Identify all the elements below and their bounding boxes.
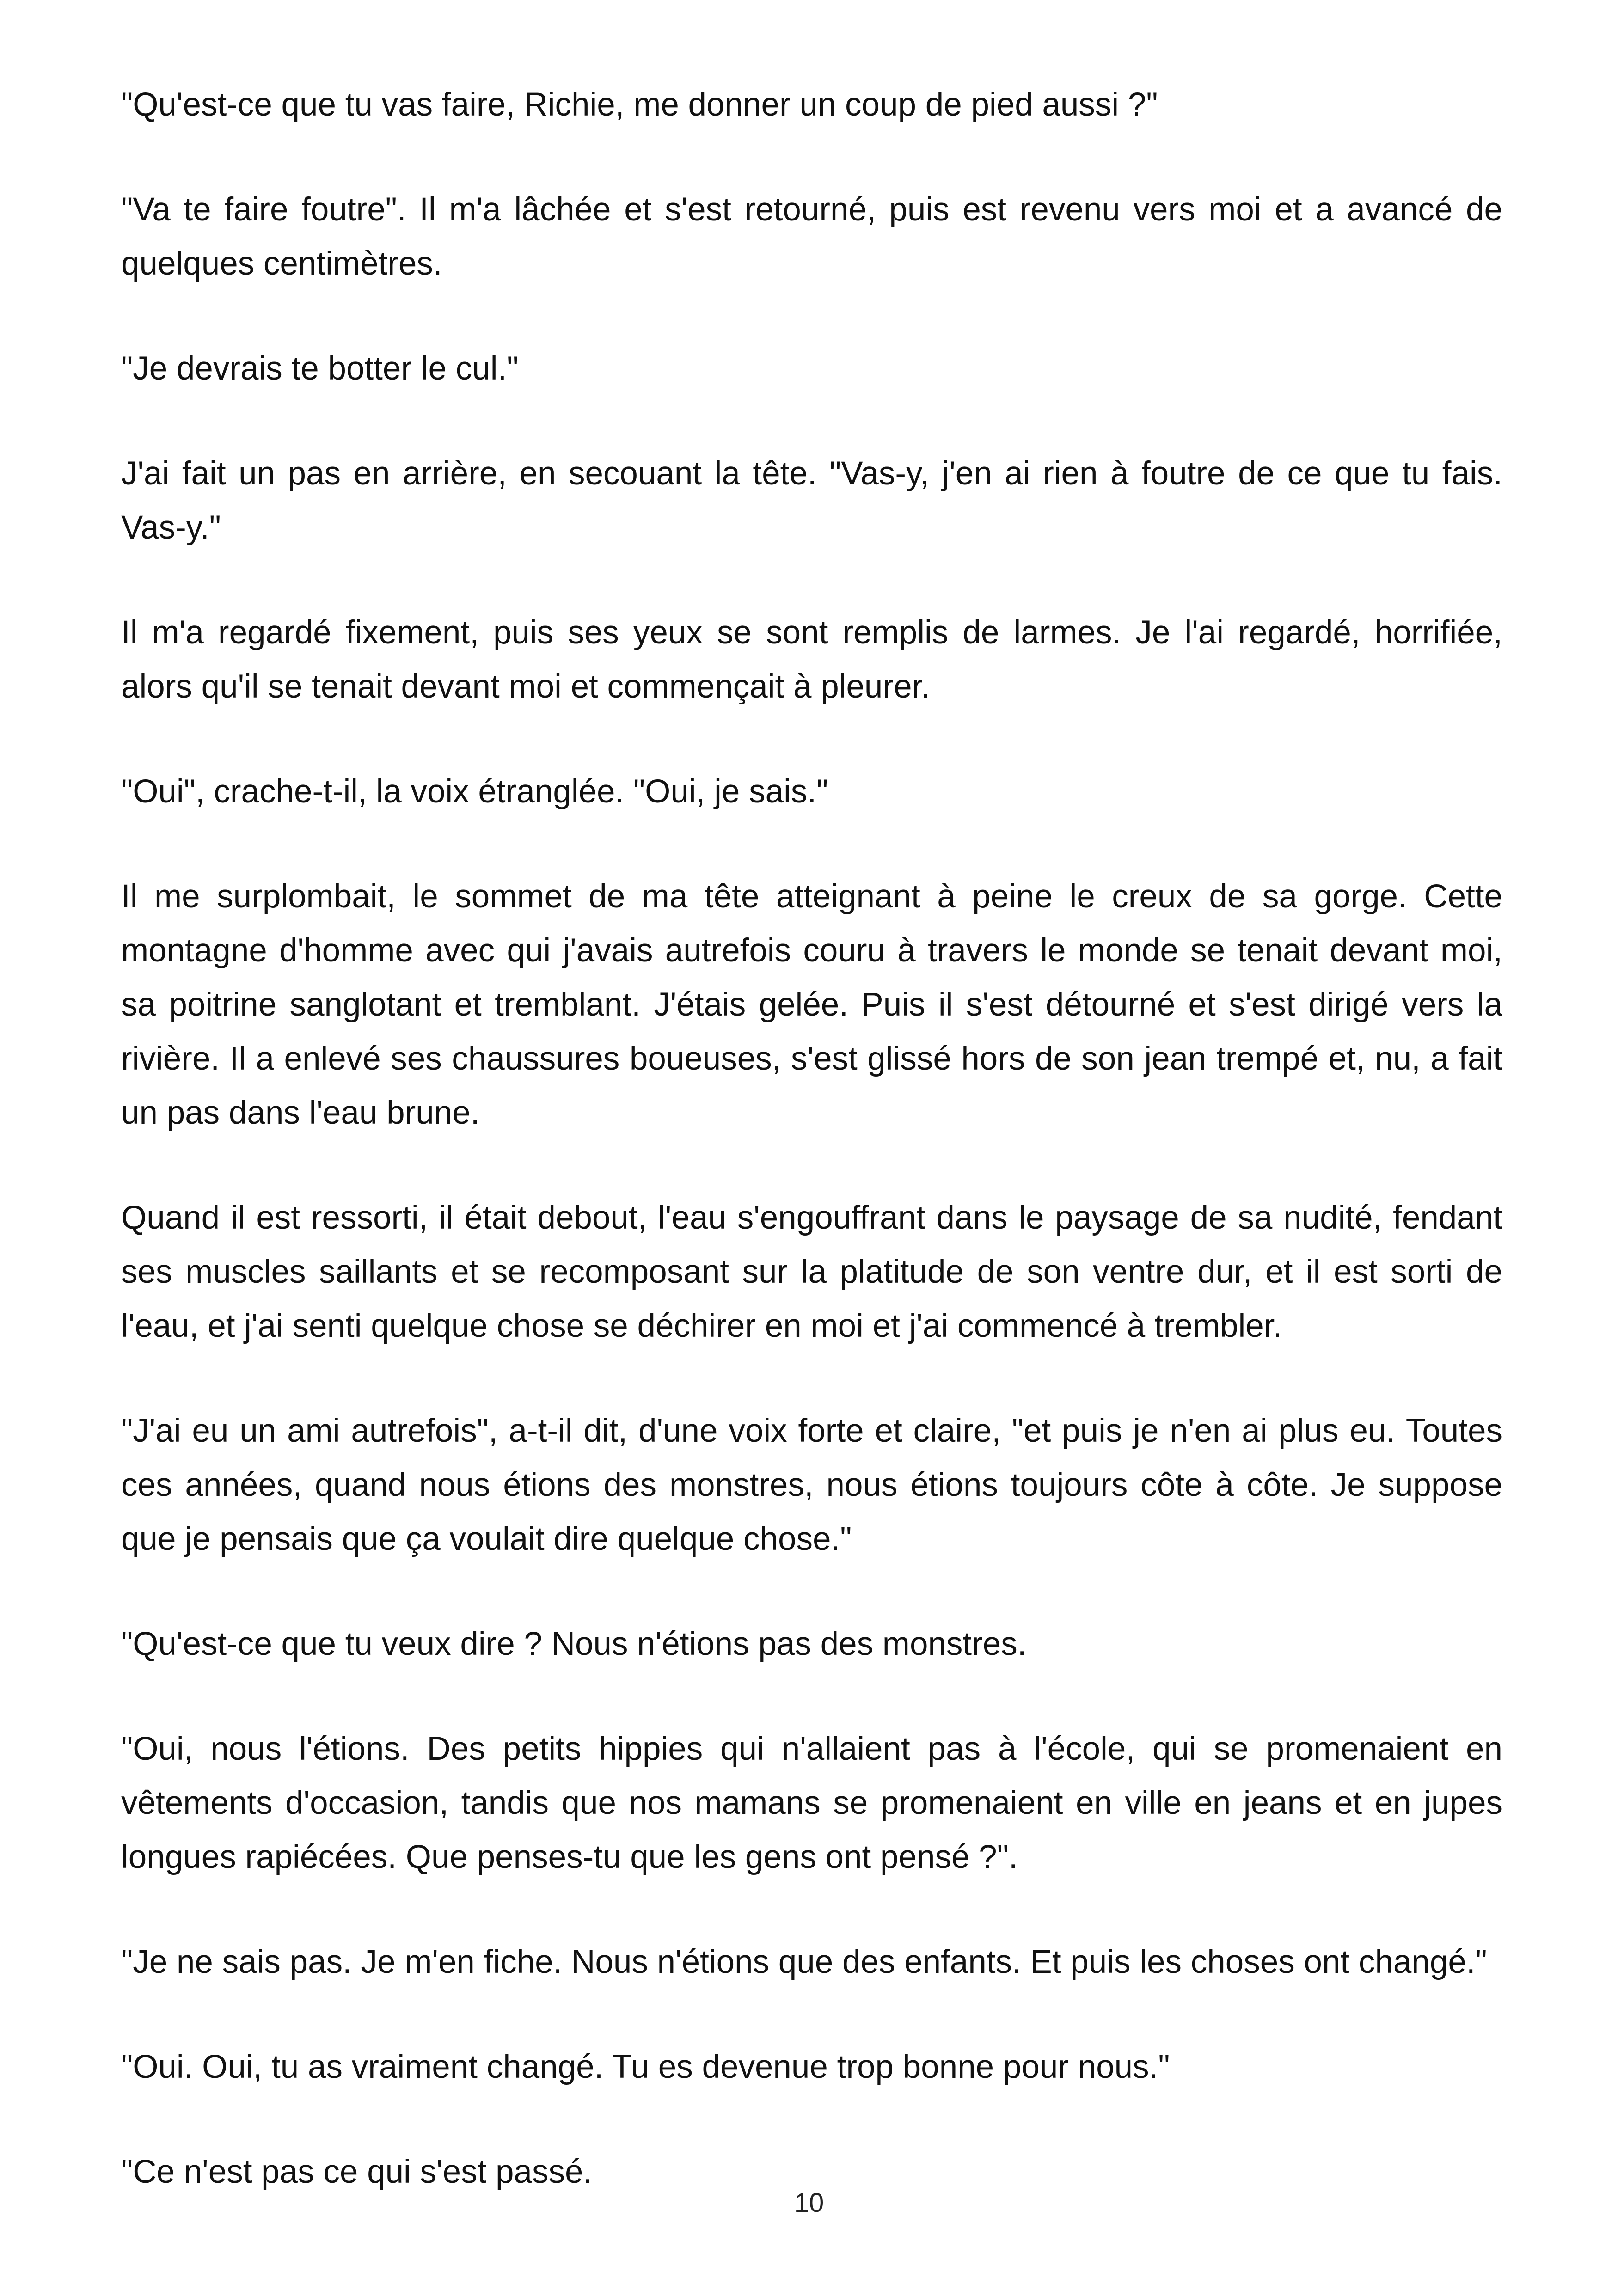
paragraph: "Qu'est-ce que tu vas faire, Richie, me donner un coup de pied aussi ?": [121, 86, 1158, 123]
paragraph: "Je devrais te botter le cul.": [121, 350, 519, 387]
paragraph: "Je ne sais pas. Je m'en fiche. Nous n'étions que des enfants. Et puis les choses ont changé.": [121, 1944, 1487, 1980]
paragraph: "Ce n'est pas ce qui s'est passé.: [121, 2154, 593, 2190]
paragraph: "Va te faire foutre". Il m'a lâchée et s'est retourné, puis est revenu vers moi et a avancé de quelques centimètres.: [121, 191, 1502, 282]
paragraph: "Oui. Oui, tu as vraiment changé. Tu es devenue trop bonne pour nous.": [121, 2049, 1170, 2085]
paragraph: Quand il est ressorti, il était debout, l'eau s'engouffrant dans le paysage de sa nudité, fendant ses muscles saillants et se recomposant sur la platitude de son ventre dur, et il est sorti de l'eau, et j'ai senti quelque chose se déchirer en moi et j'ai commencé à trembler.: [121, 1200, 1502, 1344]
paragraph: "Qu'est-ce que tu veux dire ? Nous n'étions pas des monstres.: [121, 1626, 1027, 1662]
body-text: [121, 78, 1502, 2199]
page-number: 10: [794, 2188, 824, 2218]
paragraph: "Oui", crache-t-il, la voix étranglée. "Oui, je sais.": [121, 773, 828, 810]
paragraph: Il me surplombait, le sommet de ma tête atteignant à peine le creux de sa gorge. Cette montagne d'homme avec qui j'avais autrefois couru à travers le monde se tenait devant moi, sa poitrine sanglotant et tremblant. J'étais gelée. Puis il s'est détourné et s'est dirigé vers la rivière. Il a enlevé ses chaussures boueuses, s'est glissé hors de son jean trempé et, nu, a fait un pas dans l'eau brune.: [121, 878, 1502, 1131]
paragraph: Il m'a regardé fixement, puis ses yeux se sont remplis de larmes. Je l'ai regardé, horrifiée, alors qu'il se tenait devant moi et commençait à pleurer.: [121, 614, 1502, 705]
paragraph: "Oui, nous l'étions. Des petits hippies qui n'allaient pas à l'école, qui se promenaient en vêtements d'occasion, tandis que nos mamans se promenaient en ville en jeans et en jupes longues rapiécées. Que penses-tu que les gens ont pensé ?".: [121, 1731, 1502, 1875]
paragraph: "J'ai eu un ami autrefois", a-t-il dit, d'une voix forte et claire, "et puis je n'en ai plus eu. Toutes ces années, quand nous étions des monstres, nous étions toujours côte à côte. Je suppose que je pensais que ça voulait dire quelque chose.": [121, 1413, 1502, 1557]
paragraph: J'ai fait un pas en arrière, en secouant la tête. "Vas-y, j'en ai rien à foutre de ce que tu fais. Vas-y.": [121, 455, 1502, 546]
